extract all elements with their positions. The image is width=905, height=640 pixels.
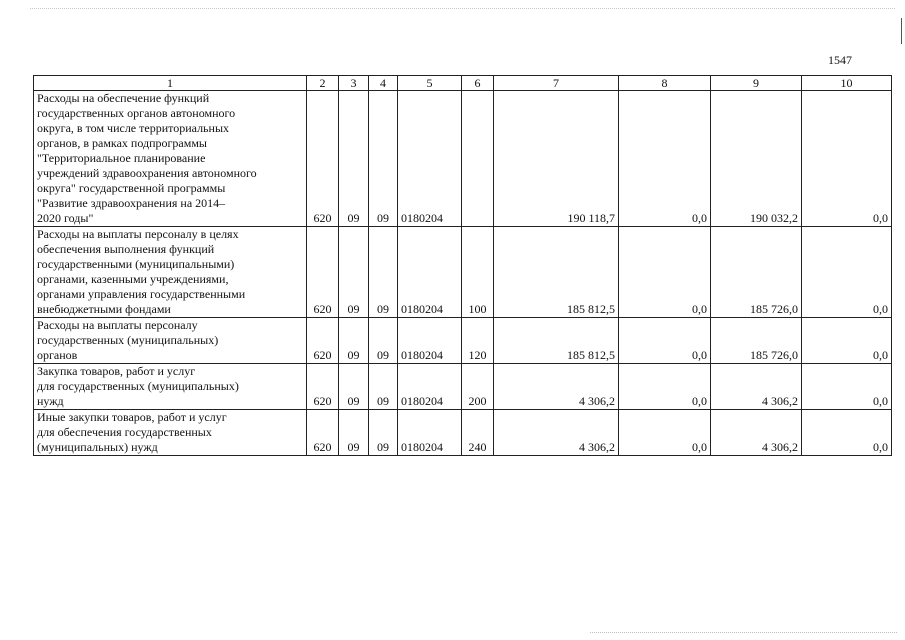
cell-sub-1: 0,0	[619, 364, 711, 410]
cell-sub-1: 0,0	[619, 227, 711, 318]
column-header: 3	[339, 76, 369, 91]
cell-subsection: 09	[369, 91, 398, 227]
cell-target: 0180204	[398, 364, 462, 410]
scan-artifact-top	[30, 8, 895, 10]
column-header: 5	[398, 76, 462, 91]
column-header: 8	[619, 76, 711, 91]
cell-sum-1: 4 306,2	[494, 410, 619, 456]
cell-subsection: 09	[369, 410, 398, 456]
cell-target: 0180204	[398, 91, 462, 227]
table-row	[34, 364, 892, 410]
cell-sub-1: 0,0	[619, 410, 711, 456]
cell-sub-2: 0,0	[802, 318, 892, 364]
cell-kind	[462, 91, 494, 227]
cell-sub-2: 0,0	[802, 227, 892, 318]
column-header: 4	[369, 76, 398, 91]
row-description: Иные закупки товаров, работ и услуг для обеспечения государственных (муниципальных) нужд	[34, 410, 307, 456]
cell-subsection: 09	[369, 318, 398, 364]
column-header: 7	[494, 76, 619, 91]
cell-sum-2: 4 306,2	[711, 410, 802, 456]
cell-subsection: 09	[369, 364, 398, 410]
column-header: 1	[34, 76, 307, 91]
budget-table	[33, 75, 892, 456]
cell-subsection: 09	[369, 227, 398, 318]
cell-sum-1: 185 812,5	[494, 318, 619, 364]
cell-kind: 100	[462, 227, 494, 318]
table-row	[34, 410, 892, 456]
column-header: 10	[802, 76, 892, 91]
cell-sum-2: 185 726,0	[711, 318, 802, 364]
page-number: 1547	[828, 53, 852, 67]
cell-kind: 200	[462, 364, 494, 410]
row-description: Закупка товаров, работ и услуг для государственных (муниципальных) нужд	[34, 364, 307, 410]
cell-sub-1: 0,0	[619, 318, 711, 364]
cell-section: 09	[339, 91, 369, 227]
cell-target: 0180204	[398, 318, 462, 364]
cell-sum-1: 190 118,7	[494, 91, 619, 227]
cell-section: 09	[339, 410, 369, 456]
scan-artifact-edge	[901, 18, 902, 44]
cell-section: 09	[339, 364, 369, 410]
cell-sub-2: 0,0	[802, 364, 892, 410]
cell-code: 620	[307, 364, 339, 410]
cell-section: 09	[339, 318, 369, 364]
scan-artifact-bottom	[590, 632, 897, 634]
cell-section: 09	[339, 227, 369, 318]
cell-sub-2: 0,0	[802, 410, 892, 456]
cell-code: 620	[307, 227, 339, 318]
cell-target: 0180204	[398, 410, 462, 456]
cell-code: 620	[307, 318, 339, 364]
table-row	[34, 318, 892, 364]
cell-sum-2: 190 032,2	[711, 91, 802, 227]
row-description: Расходы на выплаты персоналу в целях обеспечения выполнения функций государственными (муниципальными) органами, казенными учреждениями, органами управления государственными внебюджетными фондами	[34, 227, 307, 318]
column-header: 2	[307, 76, 339, 91]
cell-code: 620	[307, 91, 339, 227]
table-row	[34, 227, 892, 318]
row-description: Расходы на выплаты персоналу государственных (муниципальных) органов	[34, 318, 307, 364]
row-description: Расходы на обеспечение функций государственных органов автономного округа, в том числе территориальных органов, в рамках подпрограммы "Территориальное планирование учреждений здравоохранения автономного округа" государственной программы "Развитие здравоохранения на 2014– 2020 годы"	[34, 91, 307, 227]
column-header: 6	[462, 76, 494, 91]
cell-sub-1: 0,0	[619, 91, 711, 227]
cell-sub-2: 0,0	[802, 91, 892, 227]
cell-sum-1: 4 306,2	[494, 364, 619, 410]
cell-code: 620	[307, 410, 339, 456]
cell-target: 0180204	[398, 227, 462, 318]
cell-sum-2: 4 306,2	[711, 364, 802, 410]
table-row	[34, 91, 892, 227]
cell-kind: 240	[462, 410, 494, 456]
cell-sum-1: 185 812,5	[494, 227, 619, 318]
cell-kind: 120	[462, 318, 494, 364]
cell-sum-2: 185 726,0	[711, 227, 802, 318]
header-row	[34, 76, 892, 91]
column-header: 9	[711, 76, 802, 91]
